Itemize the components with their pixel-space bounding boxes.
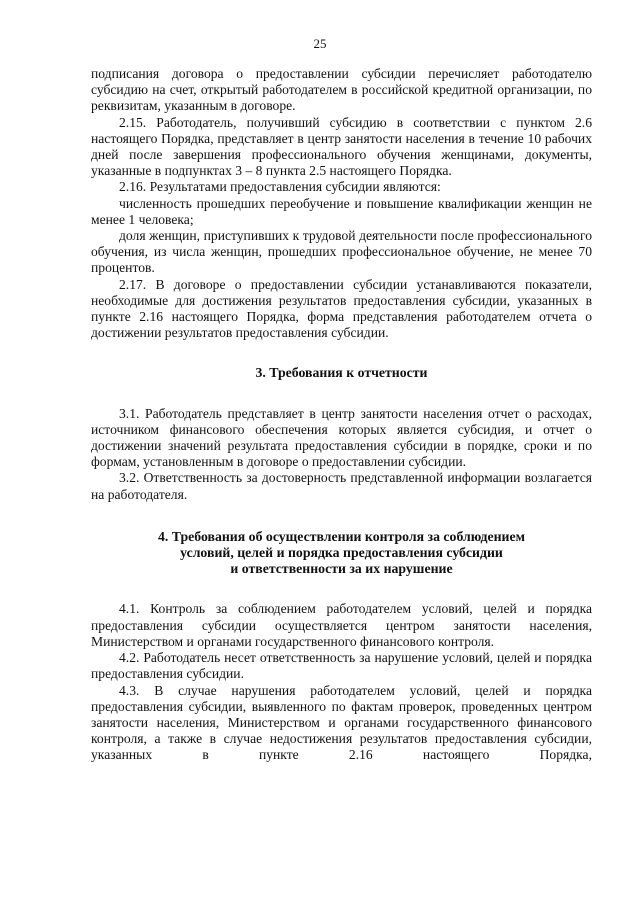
page-number: 25 — [313, 36, 327, 51]
paragraph-4-2: 4.2. Работодатель несет ответственность за нарушение условий, целей и порядка предоставления субсидии. — [91, 650, 592, 682]
section-4-heading-line: условий, целей и порядка предоставления субсидии — [180, 545, 503, 561]
section-4-heading — [91, 529, 592, 578]
paragraph-subsidy-transfer: подписания договора о предоставлении субсидии перечисляет работодателю субсидию на счет, открытый работодателем в российской кредитной организации, по реквизитам, указанным в договоре. — [91, 66, 592, 114]
document-body — [91, 66, 592, 764]
paragraph-result-retraining: численность прошедших переобучение и повышение квалификации женщин не менее 1 человека; — [91, 195, 592, 227]
paragraph-3-2: 3.2. Ответственность за достоверность представленной информации возлагается на работодателя. — [91, 470, 592, 502]
paragraph-4-1: 4.1. Контроль за соблюдением работодателем условий, целей и порядка предоставления субсидии осуществляется центром занятости населения, Министерством и органами государственного финансового контроля. — [91, 601, 592, 649]
section-3-heading: 3. Требования к отчетности — [255, 365, 428, 381]
paragraph-2-15: 2.15. Работодатель, получивший субсидию в соответствии с пунктом 2.6 настоящего Порядка, представляет в центр занятости населения в течение 10 рабочих дней после завершения профессионального обучения женщинами, документы, указанные в подпунктах 3 – 8 пункта 2.5 настоящего Порядка. — [91, 114, 592, 179]
paragraph-3-1: 3.1. Работодатель представляет в центр занятости населения отчет о расходах, источником финансового обеспечения которых является субсидия, и отчет о достижении значений результата предоставления субсидии в порядке, сроки и по формам, установленным в договоре о предоставлении субсидии. — [91, 405, 592, 470]
paragraph-2-16: 2.16. Результатами предоставления субсидии являются: — [119, 179, 441, 195]
paragraph-2-17: 2.17. В договоре о предоставлении субсидии устанавливаются показатели, необходимые для достижения результатов предоставления субсидии, указанных в пункте 2.16 настоящего Порядка, форма представления работодателем отчета о достижении результатов предоставления субсидии. — [91, 276, 592, 341]
paragraph-result-share: доля женщин, приступивших к трудовой деятельности после профессионального обучения, из числа женщин, прошедших профессиональное обучение, не менее 70 процентов. — [91, 228, 592, 276]
section-4-heading-line: 4. Требования об осуществлении контроля за соблюдением — [157, 528, 526, 544]
paragraph-4-3: 4.3. В случае нарушения работодателем условий, целей и порядка предоставления субсидии, выявленного по фактам проверок, проведенных центром занятости населения, Министерством и органами государственного финансового контроля, а также в случае недостижения результатов предоставления субсидии, указанных в пункте 2.16 настоящего Порядка, — [91, 682, 592, 763]
section-4-heading-line: и ответственности за их нарушение — [230, 561, 453, 577]
